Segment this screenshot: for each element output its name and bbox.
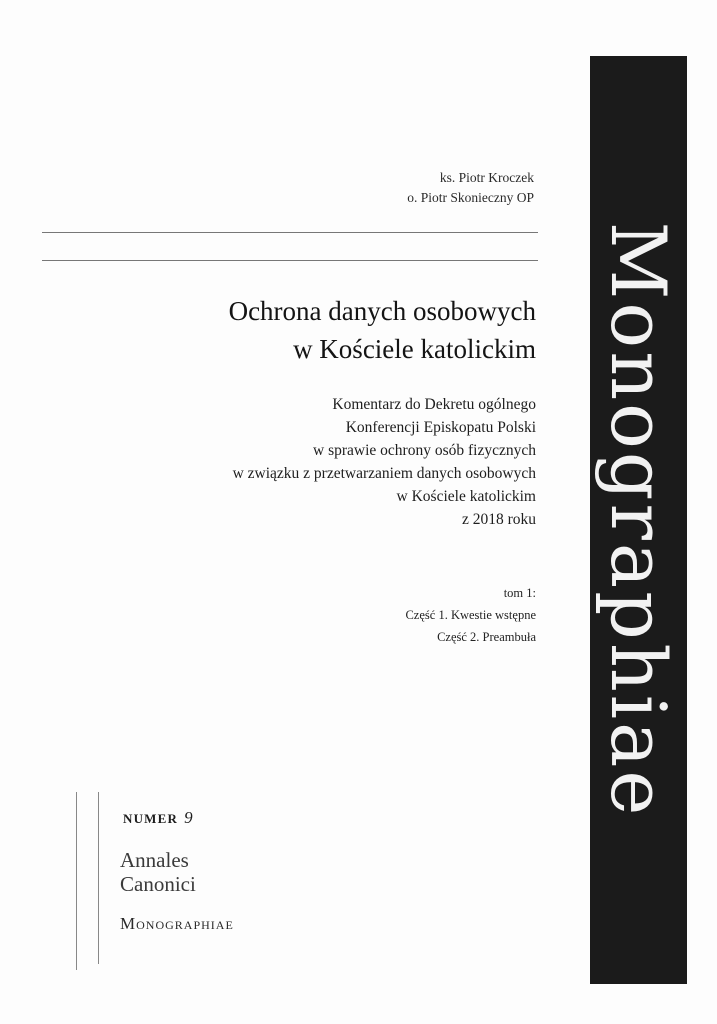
- divider-bottom: [42, 260, 538, 261]
- authors: [407, 168, 534, 208]
- volume-info: [405, 582, 536, 648]
- volume-label: tom 1:: [503, 586, 536, 600]
- book-title: [229, 292, 536, 368]
- volume-part-2: Część 2. Preambuła: [437, 630, 536, 644]
- series-number: [123, 808, 193, 828]
- subtitle-line-6: z 2018 roku: [461, 511, 536, 528]
- series-name: [120, 848, 196, 896]
- series-rule-right: [98, 792, 99, 964]
- book-subtitle: [233, 393, 536, 531]
- spine-band-text: Monographiae: [594, 221, 683, 819]
- series-number-value: 9: [184, 808, 193, 827]
- subtitle-line-4: w związku z przetwarzaniem danych osobowych: [232, 465, 536, 482]
- series-rule-left: [76, 792, 77, 970]
- author-2: o. Piotr Skonieczny OP: [407, 190, 534, 205]
- series-vertical-rules: [76, 792, 106, 970]
- spine-band: [590, 56, 687, 984]
- series-name-line-2: Canonici: [120, 872, 196, 896]
- volume-part-1: Część 1. Kwestie wstępne: [405, 608, 536, 622]
- title-line-1: Ochrona danych osobowych: [228, 296, 536, 326]
- subtitle-line-3: w sprawie ochrony osób fizycznych: [313, 442, 536, 459]
- subseries-name: Monographiae: [120, 914, 234, 933]
- subtitle-line-1: Komentarz do Dekretu ogólnego: [332, 396, 536, 413]
- subtitle-line-2: Konferencji Episkopatu Polski: [345, 419, 536, 436]
- series-name-line-1: Annales: [120, 848, 189, 872]
- divider-top: [42, 232, 538, 233]
- subtitle-line-5: w Kościele katolickim: [396, 488, 536, 505]
- series-number-label: NUMER: [123, 811, 179, 826]
- title-line-2: w Kościele katolickim: [293, 334, 536, 364]
- author-1: ks. Piotr Kroczek: [439, 170, 534, 185]
